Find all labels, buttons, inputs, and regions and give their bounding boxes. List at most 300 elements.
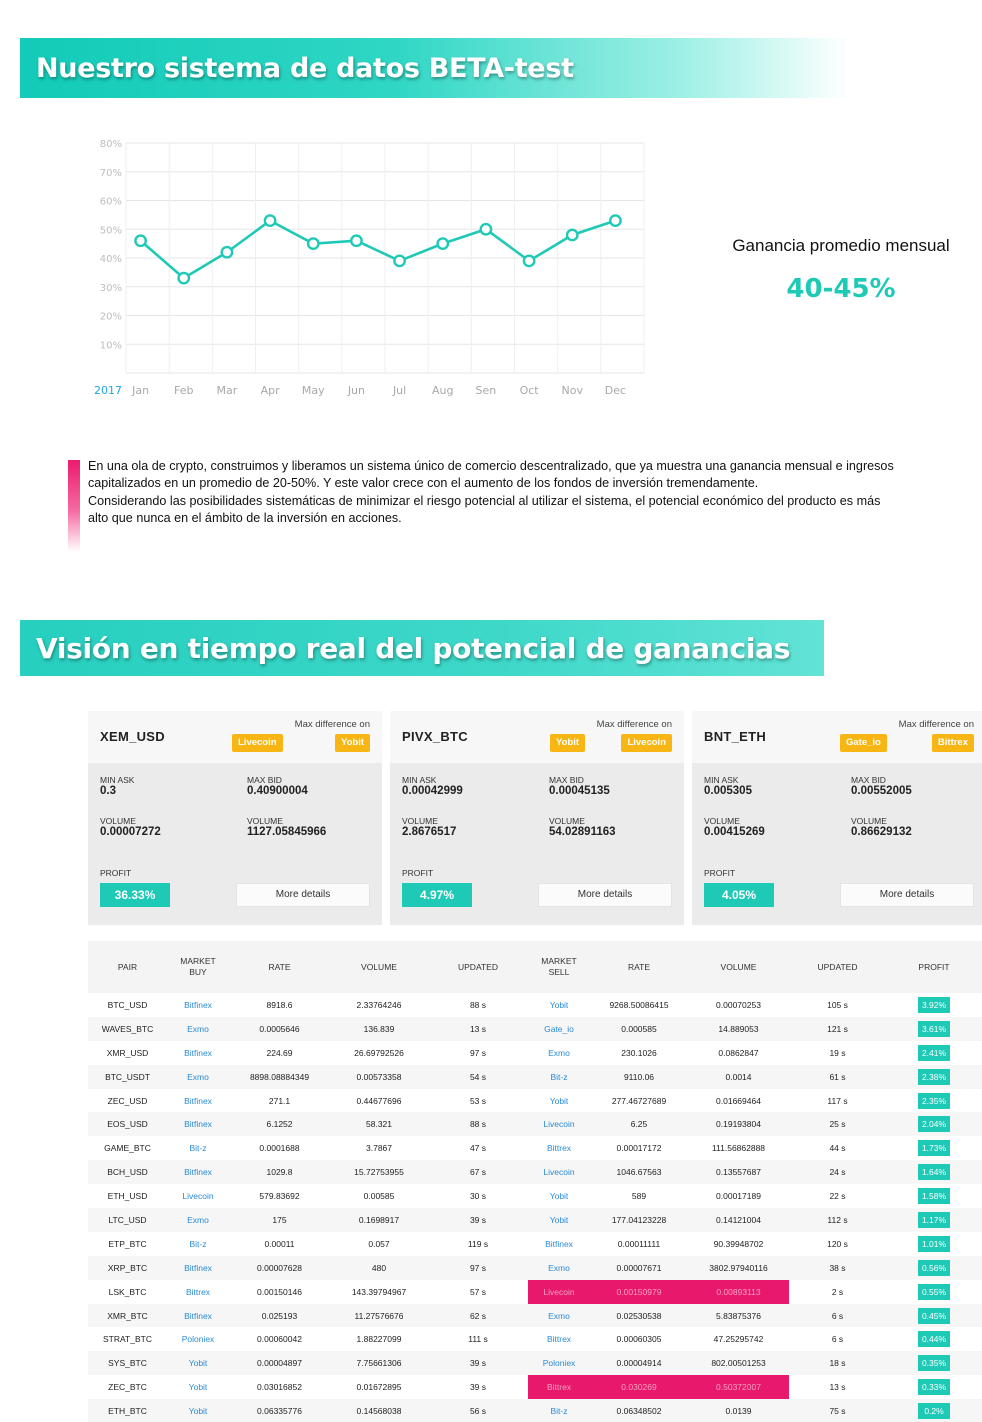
column-header: RATE — [268, 961, 291, 972]
card-pair: BNT_ETH — [704, 729, 767, 744]
buy-volume-cell: 1.88227099 — [356, 1334, 402, 1345]
data-point[interactable] — [351, 236, 361, 246]
y-tick-label: 40% — [99, 254, 122, 265]
data-point[interactable] — [610, 215, 620, 225]
sell-volume-cell: 47.25295742 — [713, 1334, 764, 1345]
buy-updated-cell: 54 s — [469, 1071, 487, 1082]
profit-cell — [886, 1232, 982, 1256]
buy-rate-cell: 0.00004897 — [257, 1358, 302, 1369]
data-point[interactable] — [308, 238, 318, 248]
buy-updated-cell: 111 s — [468, 1334, 488, 1345]
profit-label: PROFIT — [100, 868, 132, 878]
table-body — [88, 993, 982, 1422]
table-row[interactable] — [88, 1208, 982, 1232]
buy-updated-cell: 39 s — [469, 1382, 487, 1393]
pair-cell: LTC_USD — [108, 1214, 147, 1225]
buy-volume-cell: 58.321 — [366, 1119, 392, 1130]
table-row[interactable] — [88, 1041, 982, 1065]
buy-volume-cell: 143.39794967 — [351, 1286, 407, 1297]
profit-badge: 2.41% — [918, 1045, 950, 1061]
x-tick-label: Jan — [132, 384, 150, 397]
max-bid-value: 0.00045135 — [549, 785, 610, 797]
x-tick-label: Sen — [475, 384, 497, 397]
buy-volume-cell: 480 — [371, 1262, 387, 1273]
sell-updated-cell: 6 s — [831, 1310, 844, 1321]
card-pair: PIVX_BTC — [402, 729, 468, 744]
market-sell-cell[interactable]: Yobit — [549, 1191, 569, 1202]
buy-updated-cell: 56 s — [469, 1406, 487, 1417]
market-sell-cell[interactable]: Yobit — [549, 1095, 569, 1106]
volume-sell-value: 54.02891163 — [549, 826, 616, 838]
card-exchange-badge-1[interactable]: Gate_io — [840, 734, 887, 752]
column-header: PROFIT — [918, 961, 950, 972]
buy-rate-cell: 6.1252 — [266, 1119, 293, 1130]
card-pair: XEM_USD — [100, 729, 165, 744]
data-point[interactable] — [179, 273, 189, 283]
table-row[interactable] — [88, 1112, 982, 1136]
profit-badge: 1.58% — [918, 1188, 950, 1204]
more-details-button[interactable]: More details — [538, 883, 672, 907]
sell-updated-cell: 121 s — [827, 1023, 848, 1034]
x-tick-label: Nov — [561, 384, 583, 397]
data-point[interactable] — [567, 230, 577, 240]
sell-rate-cell: 0.02530538 — [616, 1310, 662, 1321]
sell-updated-cell: 22 s — [829, 1191, 846, 1202]
sell-updated-cell: 75 s — [829, 1406, 846, 1417]
volume-label: VOLUME — [704, 816, 740, 826]
pair-cell: ZEC_USD — [107, 1095, 148, 1106]
buy-updated-cell: 88 s — [469, 1119, 487, 1130]
sell-rate-cell: 0.00150979 — [590, 1280, 688, 1304]
profit-badge: 2.35% — [918, 1093, 950, 1109]
market-buy-cell[interactable]: Bit-z — [189, 1238, 207, 1249]
market-buy-cell[interactable]: Exmo — [187, 1071, 209, 1082]
sell-updated-cell: 44 s — [829, 1143, 846, 1154]
card-exchange-badge-2[interactable]: Yobit — [335, 734, 370, 752]
sell-rate-cell: 9268.50086415 — [609, 999, 669, 1010]
market-buy-cell[interactable]: Bitfinex — [184, 1167, 212, 1178]
sell-updated-cell: 38 s — [829, 1262, 846, 1273]
pair-cell: ETH_USD — [107, 1191, 148, 1202]
min-ask-value: 0.00042999 — [402, 785, 463, 797]
market-buy-cell[interactable]: Bitfinex — [184, 1047, 212, 1058]
buy-rate-cell: 224.69 — [266, 1047, 293, 1058]
buy-updated-cell: 62 s — [469, 1310, 487, 1321]
table-row[interactable] — [88, 1280, 982, 1304]
arbitrage-card — [390, 711, 684, 925]
arbitrage-table-grid — [88, 941, 982, 1422]
card-exchange-badge-1[interactable]: Livecoin — [232, 734, 283, 752]
sell-updated-cell: 18 s — [829, 1358, 846, 1369]
card-header — [88, 711, 382, 763]
chart-svg — [86, 128, 656, 408]
sell-rate-cell: 0.00017172 — [616, 1143, 662, 1154]
column-header: VOLUME — [720, 961, 757, 972]
market-sell-cell[interactable]: Bit-z — [550, 1071, 568, 1082]
profit-badge: 1.64% — [918, 1164, 950, 1180]
max-bid-value: 0.40900004 — [247, 785, 308, 797]
profit-cell — [886, 1280, 982, 1304]
sell-rate-cell: 0.00007671 — [616, 1262, 662, 1273]
sell-rate-cell: 0.00060305 — [616, 1334, 662, 1345]
buy-updated-cell: 39 s — [469, 1358, 487, 1369]
market-buy-cell[interactable]: Bitfinex — [184, 999, 212, 1010]
sell-volume-cell: 90.39948702 — [713, 1238, 764, 1249]
sell-volume-cell: 0.13557687 — [716, 1167, 761, 1178]
card-exchange-badge-2[interactable]: Bittrex — [932, 734, 974, 752]
card-exchange-badge-1[interactable]: Yobit — [550, 734, 585, 752]
market-buy-cell[interactable]: Exmo — [187, 1023, 209, 1034]
profit-badge: 3.61% — [918, 1021, 950, 1037]
table-row[interactable] — [88, 1399, 982, 1422]
sell-rate-cell: 6.25 — [630, 1119, 648, 1130]
profit-cell — [886, 1017, 982, 1041]
sell-rate-cell: 0.030269 — [590, 1375, 688, 1399]
buy-volume-cell: 0.1698917 — [358, 1214, 400, 1225]
buy-rate-cell: 0.025193 — [261, 1310, 298, 1321]
x-tick-label: Jun — [347, 384, 366, 397]
profit-cell — [886, 1065, 982, 1089]
y-tick-label: 80% — [99, 139, 122, 150]
profit-cell — [886, 1112, 982, 1136]
market-sell-cell[interactable]: Livecoin — [528, 1280, 590, 1304]
profit-cell — [886, 1399, 982, 1422]
profit-cell — [886, 1160, 982, 1184]
sell-volume-cell: 0.01669464 — [716, 1095, 761, 1106]
profit-cell — [886, 1351, 982, 1375]
table-row[interactable] — [88, 1065, 982, 1089]
volume-label: VOLUME — [549, 816, 585, 826]
sell-updated-cell: 13 s — [829, 1382, 846, 1393]
description-accent-bar — [68, 460, 80, 552]
table-row[interactable] — [88, 1375, 982, 1399]
profit-badge: 0.45% — [918, 1308, 950, 1324]
market-sell-cell[interactable]: Bittrex — [546, 1143, 572, 1154]
market-sell-cell[interactable]: Yobit — [549, 1214, 569, 1225]
y-tick-label: 20% — [99, 311, 122, 323]
buy-volume-cell: 3.7867 — [366, 1143, 392, 1154]
buy-volume-cell: 2.33764246 — [356, 999, 402, 1010]
profit-cell — [886, 1375, 982, 1399]
market-sell-cell[interactable]: Poloniex — [542, 1358, 576, 1369]
min-ask-label: MIN ASK — [402, 775, 437, 785]
sell-volume-cell: 5.83875376 — [716, 1310, 761, 1321]
buy-updated-cell: 119 s — [467, 1238, 489, 1249]
market-sell-cell[interactable]: Bittrex — [546, 1334, 572, 1345]
buy-updated-cell: 39 s — [469, 1214, 487, 1225]
table-row[interactable] — [88, 993, 982, 1017]
market-sell-cell[interactable]: Bit-z — [550, 1406, 568, 1417]
table-row[interactable] — [88, 1256, 982, 1280]
pair-cell: EOS_USD — [107, 1119, 148, 1130]
market-buy-cell[interactable]: Exmo — [187, 1214, 209, 1225]
column-header: UPDATED — [458, 961, 498, 972]
column-header: RATE — [627, 961, 651, 972]
sell-updated-cell: 2 s — [831, 1286, 844, 1297]
profit-badge: 3.92% — [918, 997, 950, 1013]
buy-rate-cell: 0.00011 — [264, 1238, 295, 1249]
market-buy-cell[interactable]: Yobit — [188, 1406, 208, 1417]
market-buy-cell[interactable]: Bittrex — [185, 1286, 211, 1297]
profit-badge: 0.56% — [918, 1260, 950, 1276]
table-row[interactable] — [88, 1017, 982, 1041]
pair-cell: XMR_USD — [106, 1047, 149, 1058]
market-buy-cell[interactable]: Bitfinex — [184, 1095, 212, 1106]
market-buy-cell[interactable]: Bitfinex — [184, 1310, 212, 1321]
market-buy-cell[interactable]: Bitfinex — [184, 1262, 212, 1273]
pair-cell: BTC_USD — [107, 999, 148, 1010]
arbitrage-card — [692, 711, 982, 925]
market-sell-cell[interactable]: Yobit — [549, 999, 569, 1010]
x-tick-label: Mar — [216, 384, 238, 397]
profit-label: PROFIT — [402, 868, 434, 878]
buy-rate-cell: 175 — [272, 1214, 287, 1225]
buy-volume-cell: 11.27576676 — [354, 1310, 404, 1321]
pair-cell: ZEC_BTC — [108, 1382, 147, 1393]
volume-buy-value: 2.8676517 — [402, 826, 457, 838]
card-max-difference-label: Max difference on — [596, 719, 672, 730]
description-paragraph-2: Considerando las posibilidades sistemáticas de minimizar el riesgo potencial al utilizar el sistema, el potencial económico del producto es más alto que nunca en el ámbito de la inversión en acciones. — [88, 493, 881, 525]
buy-volume-cell: 0.44677696 — [356, 1095, 402, 1106]
sell-volume-cell: 0.00893113 — [688, 1280, 789, 1304]
sell-volume-cell: 0.50372007 — [688, 1375, 789, 1399]
market-buy-cell[interactable]: Yobit — [188, 1358, 208, 1369]
sell-volume-cell: 0.14121004 — [716, 1214, 761, 1225]
arbitrage-cards — [88, 711, 982, 925]
max-bid-label: MAX BID — [851, 775, 886, 785]
buy-volume-cell: 0.14568038 — [356, 1406, 402, 1417]
buy-rate-cell: 0.0005646 — [259, 1023, 300, 1034]
profit-badge: 0.33% — [918, 1379, 950, 1395]
description-block — [68, 458, 898, 527]
column-header: VOLUME — [361, 961, 397, 972]
volume-label: VOLUME — [247, 816, 283, 826]
min-ask-label: MIN ASK — [100, 775, 135, 785]
market-sell-cell[interactable]: Exmo — [548, 1047, 570, 1058]
more-details-button[interactable]: More details — [840, 883, 974, 907]
profit-cell — [886, 1041, 982, 1065]
profit-cell — [886, 1136, 982, 1160]
pair-cell: BCH_USD — [107, 1167, 148, 1178]
sell-updated-cell: 112 s — [827, 1214, 848, 1225]
data-point[interactable] — [394, 256, 404, 266]
pair-cell: ETP_BTC — [108, 1238, 147, 1249]
table-header-row — [88, 941, 982, 993]
market-buy-cell[interactable]: Bit-z — [189, 1143, 207, 1154]
sell-volume-cell: 0.0862847 — [718, 1047, 759, 1058]
x-tick-label: Oct — [519, 384, 539, 397]
sell-updated-cell: 19 s — [829, 1047, 846, 1058]
data-point[interactable] — [135, 236, 145, 246]
buy-volume-cell: 7.75661306 — [356, 1358, 402, 1369]
card-exchange-badge-2[interactable]: Livecoin — [621, 734, 672, 752]
market-buy-cell[interactable]: Livecoin — [182, 1191, 214, 1202]
data-point[interactable] — [438, 238, 448, 248]
pair-cell: GAME_BTC — [104, 1143, 151, 1154]
x-tick-label: Apr — [260, 384, 280, 397]
sell-rate-cell: 230.1026 — [621, 1047, 657, 1058]
pair-cell: WAVES_BTC — [101, 1023, 154, 1034]
sell-updated-cell: 61 s — [829, 1071, 846, 1082]
min-ask-value: 0.3 — [100, 785, 116, 797]
table-row[interactable] — [88, 1160, 982, 1184]
profit-badge: 0.44% — [918, 1331, 950, 1347]
sell-rate-cell: 0.00004914 — [616, 1358, 662, 1369]
sell-volume-cell: 14.889053 — [718, 1023, 759, 1034]
y-tick-label: 10% — [99, 340, 122, 352]
column-header: PAIR — [117, 961, 138, 972]
sell-updated-cell: 117 s — [827, 1095, 848, 1106]
section-title-beta-text: Nuestro sistema de datos BETA-test — [36, 52, 574, 84]
section-title-beta — [20, 38, 850, 98]
pair-cell: BTC_USDT — [105, 1071, 150, 1082]
buy-volume-cell: 0.057 — [368, 1238, 390, 1249]
profit-cell — [886, 993, 982, 1017]
table-row[interactable] — [88, 1304, 982, 1328]
card-max-difference-label: Max difference on — [294, 719, 370, 730]
max-bid-value: 0.00552005 — [851, 785, 912, 797]
volume-label: VOLUME — [100, 816, 136, 826]
sell-rate-cell: 0.000585 — [621, 1023, 657, 1034]
volume-buy-value: 0.00007272 — [100, 826, 161, 838]
sell-rate-cell: 0.06348502 — [616, 1406, 662, 1417]
more-details-button[interactable]: More details — [236, 883, 370, 907]
sell-volume-cell: 111.56862888 — [711, 1143, 766, 1154]
monthly-profit-chart — [86, 128, 656, 408]
buy-volume-cell: 136.839 — [363, 1023, 395, 1034]
sell-rate-cell: 0.00011111 — [617, 1238, 661, 1249]
volume-label: VOLUME — [402, 816, 438, 826]
max-bid-label: MAX BID — [247, 775, 282, 785]
card-header — [692, 711, 982, 763]
min-ask-value: 0.005305 — [704, 785, 752, 797]
table-row[interactable] — [88, 1351, 982, 1375]
table-row[interactable] — [88, 1089, 982, 1113]
table-row[interactable] — [88, 1136, 982, 1160]
average-profit-value: 40-45% — [786, 274, 896, 304]
buy-rate-cell: 0.00060042 — [257, 1334, 302, 1345]
buy-volume-cell: 0.01672895 — [356, 1382, 402, 1393]
market-sell-cell[interactable]: Bittrex — [528, 1375, 590, 1399]
buy-volume-cell: 0.00585 — [363, 1191, 395, 1202]
section-title-realtime — [20, 620, 824, 676]
market-buy-cell[interactable]: Yobit — [188, 1382, 208, 1393]
buy-updated-cell: 88 s — [469, 999, 487, 1010]
profit-badge: 2.38% — [918, 1069, 950, 1085]
market-sell-cell[interactable]: Bitfinex — [545, 1238, 573, 1249]
data-point[interactable] — [524, 256, 534, 266]
sell-volume-cell: 0.00070253 — [716, 999, 761, 1010]
pair-cell: STRAT_BTC — [103, 1334, 152, 1345]
profit-cell — [886, 1089, 982, 1113]
pair-cell: XRP_BTC — [107, 1262, 148, 1273]
market-buy-cell[interactable]: Poloniex — [181, 1334, 215, 1345]
pair-cell: ETH_BTC — [108, 1406, 147, 1417]
buy-rate-cell: 0.06335776 — [257, 1406, 302, 1417]
average-profit-summary — [700, 236, 982, 304]
profit-badge: 2.04% — [918, 1116, 950, 1132]
arbitrage-card — [88, 711, 382, 925]
y-tick-label: 70% — [99, 167, 122, 179]
volume-sell-value: 1127.05845966 — [247, 826, 327, 838]
buy-volume-cell: 0.00573358 — [356, 1071, 402, 1082]
y-tick-label: 60% — [99, 196, 122, 208]
sell-updated-cell: 24 s — [829, 1167, 846, 1178]
sell-volume-cell: 0.0014 — [725, 1071, 752, 1082]
data-point[interactable] — [481, 224, 491, 234]
buy-rate-cell: 0.03016852 — [257, 1382, 302, 1393]
market-buy-cell[interactable]: Bitfinex — [184, 1119, 212, 1130]
buy-rate-cell: 0.00007628 — [257, 1262, 302, 1273]
card-max-difference-label: Max difference on — [898, 719, 974, 730]
y-tick-label: 50% — [99, 225, 122, 237]
market-sell-cell[interactable]: Livecoin — [543, 1167, 575, 1178]
sell-rate-cell: 177.04123228 — [611, 1214, 667, 1225]
y-tick-label: 30% — [99, 282, 122, 294]
year-label: 2017 — [94, 384, 122, 397]
arbitrage-table — [88, 941, 982, 1422]
table-row[interactable] — [88, 1232, 982, 1256]
market-sell-cell[interactable]: Exmo — [548, 1262, 570, 1273]
sell-rate-cell: 277.46727689 — [611, 1095, 667, 1106]
average-profit-label: Ganancia promedio mensual — [732, 236, 950, 255]
data-point[interactable] — [222, 247, 232, 257]
sell-volume-cell: 802.00501253 — [711, 1358, 766, 1369]
sell-rate-cell: 9110.06 — [623, 1071, 655, 1082]
profit-badge: 1.01% — [918, 1236, 950, 1252]
column-header: MARKET SELL — [541, 956, 577, 977]
buy-rate-cell: 0.0001688 — [259, 1143, 300, 1154]
buy-rate-cell: 579.83692 — [259, 1191, 300, 1202]
buy-rate-cell: 0.00150146 — [257, 1286, 302, 1297]
sell-volume-cell: 3802.97940116 — [709, 1262, 768, 1273]
section-title-realtime-text: Visión en tiempo real del potencial de ganancias — [36, 631, 791, 665]
buy-rate-cell: 8918.6 — [266, 999, 293, 1010]
x-tick-label: Feb — [174, 384, 194, 397]
profit-badge: 1.73% — [918, 1140, 950, 1156]
profit-badge: 36.33% — [100, 883, 170, 907]
x-tick-label: Aug — [432, 384, 454, 397]
buy-updated-cell: 97 s — [469, 1262, 487, 1273]
volume-buy-value: 0.00415269 — [704, 826, 765, 838]
volume-sell-value: 0.86629132 — [851, 826, 912, 838]
sell-rate-cell: 1046.67563 — [616, 1167, 662, 1178]
profit-badge: 0.35% — [918, 1355, 950, 1371]
table-row[interactable] — [88, 1327, 982, 1351]
pair-cell: LSK_BTC — [108, 1286, 147, 1297]
profit-badge: 4.05% — [704, 883, 774, 907]
profit-cell — [886, 1327, 982, 1351]
x-tick-label: May — [301, 384, 325, 397]
buy-updated-cell: 30 s — [469, 1191, 487, 1202]
data-point[interactable] — [265, 215, 275, 225]
buy-rate-cell: 271.1 — [268, 1095, 291, 1106]
buy-volume-cell: 26.69792526 — [354, 1047, 404, 1058]
x-tick-label: Dec — [604, 384, 627, 397]
buy-updated-cell: 13 s — [469, 1023, 487, 1034]
buy-volume-cell: 15.72753955 — [354, 1167, 404, 1178]
volume-label: VOLUME — [851, 816, 887, 826]
market-sell-cell[interactable]: Livecoin — [543, 1119, 575, 1130]
buy-rate-cell: 1029.8 — [266, 1167, 293, 1178]
market-sell-cell[interactable]: Exmo — [548, 1310, 570, 1321]
profit-badge: 0.55% — [918, 1284, 950, 1300]
profit-label: PROFIT — [704, 868, 736, 878]
buy-updated-cell: 57 s — [469, 1286, 487, 1297]
profit-cell — [886, 1184, 982, 1208]
table-row[interactable] — [88, 1184, 982, 1208]
market-sell-cell[interactable]: Gate_io — [544, 1023, 574, 1034]
